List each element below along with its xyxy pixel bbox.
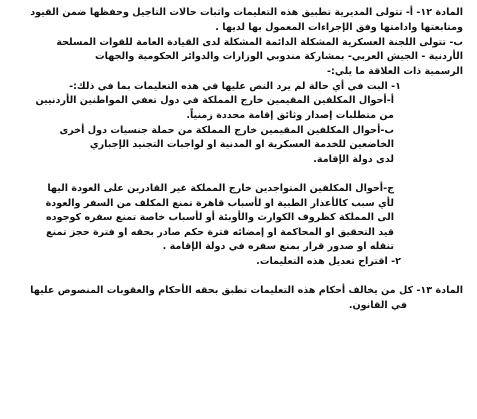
article-12-line-3: ب- تتولى اللجنة العسكرية المشكلة الدائمة المشكلة لدى القيادة العامة للقوات المسلحة [56, 37, 463, 48]
clause-c-line-2: لأي سبب كالأعذار الطبية او لأسباب قاهرة تمنع المكلف من السفر والعودة [45, 198, 394, 209]
clause-b-line-2: الخاضعين للخدمة العسكرية او المدنية او لواجبات التجنيد الإجباري [89, 139, 394, 150]
clause-a-line-2: من متطلبات إصدار وثائق إقامة محددة زمنياً. [186, 110, 394, 121]
clause-c-line-1: ج-أحوال المكلفين المتواجدين خارج المملكة غير القادرين على العودة اليها [47, 183, 394, 194]
article-12-line-2: ومتابعتها وادامتها وفق الإجراءات المعمول بها لديها . [215, 22, 463, 33]
article-13-line-2: في القانون. [348, 300, 407, 311]
article-12-line-1: المادة ١٢- أ- تتولى المديرية تطبيق هذه التعليمات واثبات حالات التاجيل وحفظها ضمن القيود [30, 7, 463, 18]
clause-c-line-3: الى المملكة كظروف الكوارث والأوبئة أو لأسباب خاصة تمنع سفره كوجوده [46, 212, 394, 223]
clause-b-line-1: ب-أحوال المكلفين المقيمين خارج المملكة من حملة جنسيات دول أخرى [59, 125, 394, 136]
clause-c-line-5: تنقله او صدور قرار بمنع سفره في دولة الإقامة . [162, 241, 394, 252]
clause-2-line: ٢- اقتراح تعديل هذه التعليمات. [256, 256, 401, 267]
article-12-line-5: الرسمية ذات العلاقة ما يلي:- [327, 66, 463, 77]
clause-1-heading: ١- البت في أي حالة لم يرد النص عليها في هذه التعليمات بما في ذلك:- [69, 81, 401, 92]
clause-b-line-3: لدى دولة الإقامة. [313, 154, 394, 165]
article-13-line-1: المادة ١٣- كل من يخالف أحكام هذه التعليمات تطبق بحقه الأحكام والعقوبات المنصوص عليها [30, 285, 463, 296]
clause-c-line-4: قيد التحقيق او المحاكمة او إمضائه فترة حكم صادر بحقه او فترة حجز تمنع [45, 227, 394, 238]
article-12-line-4: الأردنية - الجيش العربي- بمشاركة مندوبي الوزارات والدوائر الحكومية والجهات [95, 51, 463, 62]
clause-a-line-1: أ-أحوال المكلفين المقيمين خارج المملكة في دول تعفي المواطنين الأردنيين [35, 95, 394, 106]
